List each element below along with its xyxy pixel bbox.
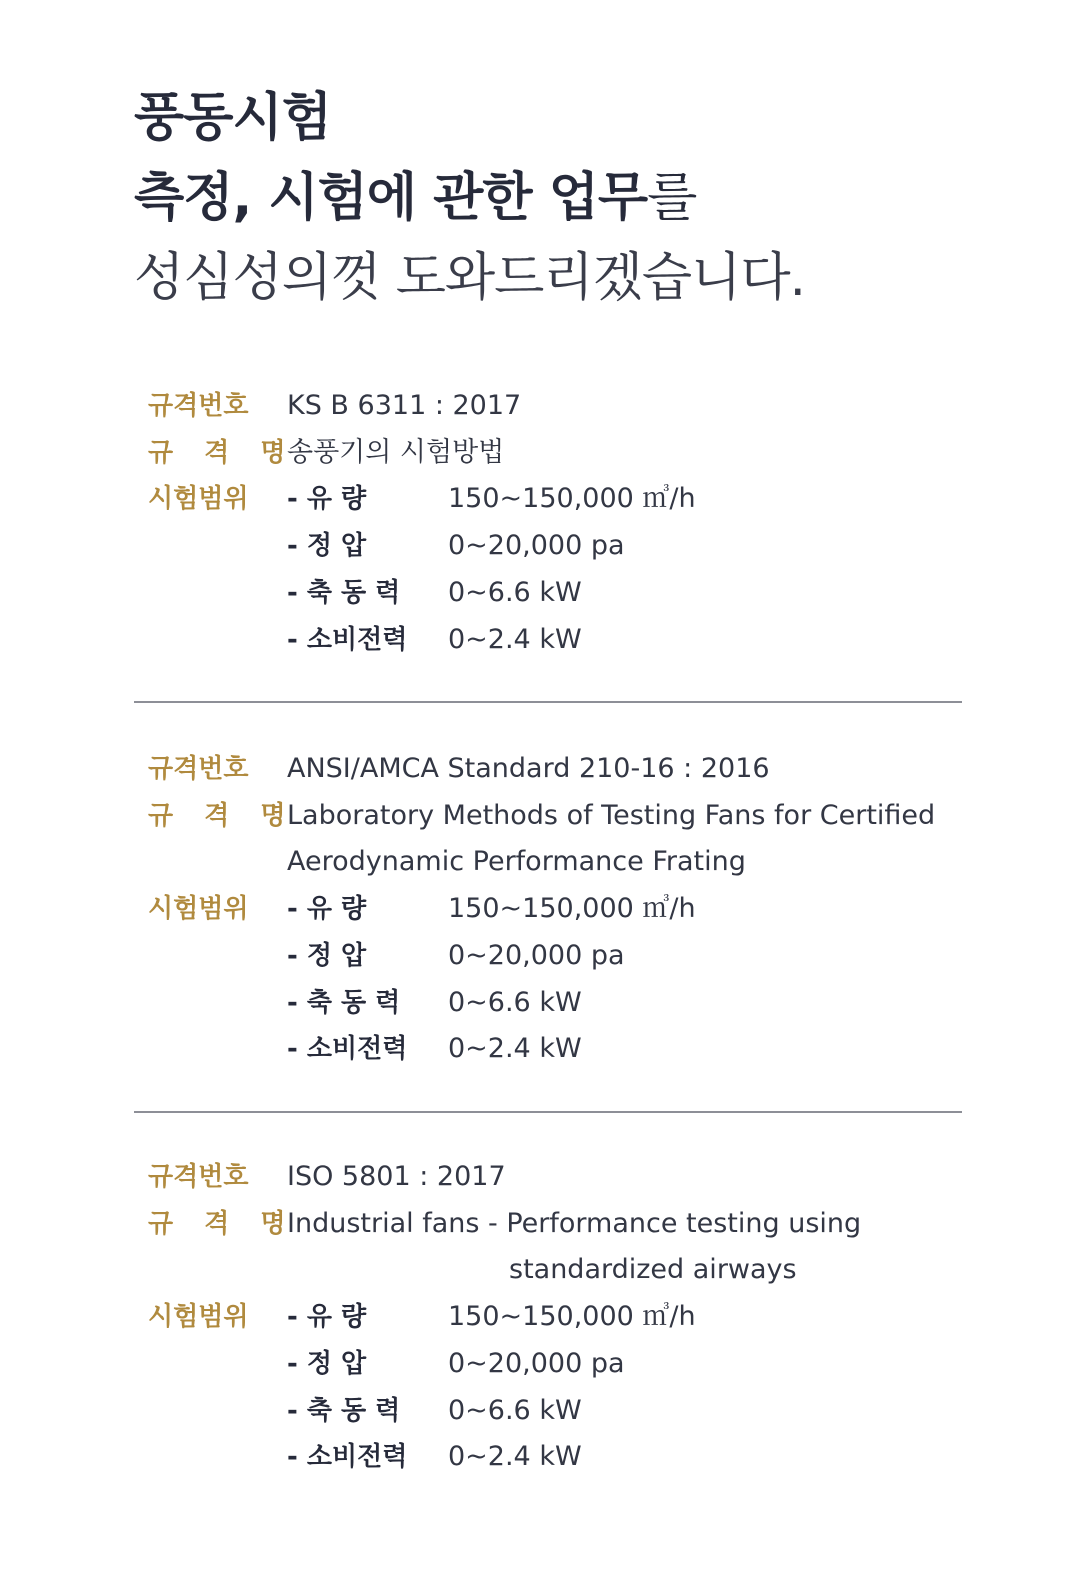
- range-pressure: [287, 1341, 696, 1388]
- test-range-label: 시험범위: [148, 484, 249, 515]
- heading-line-2: [134, 158, 805, 238]
- range-shaft-power: [287, 570, 696, 617]
- range-value-pressure: 0~20,000 pa: [448, 1347, 625, 1379]
- range-value-shaft-power: 0~6.6 kW: [448, 1394, 582, 1426]
- standard-name-label: 규 격 명: [148, 1208, 297, 1239]
- range-value-power-consumption: 0~2.4 kW: [448, 623, 582, 655]
- range-name-pressure: - 정 압: [287, 940, 367, 971]
- test-range-row: [148, 1294, 962, 1481]
- range-shaft-power: [287, 1388, 696, 1435]
- range-name-flow: - 유 량: [287, 484, 367, 515]
- range-value-flow: 150~150,000 ㎥/h: [448, 483, 696, 515]
- range-name-power-consumption: - 소비전력: [287, 1442, 408, 1473]
- range-name-shaft-power: - 축 동 력: [287, 987, 401, 1018]
- heading-line-1: 풍동시험: [134, 88, 331, 148]
- test-range-list: [287, 476, 696, 663]
- range-name-shaft-power: - 축 동 력: [287, 1395, 401, 1426]
- standard-number-label: 규격번호: [148, 1162, 249, 1192]
- test-range-row: [148, 476, 962, 663]
- standard-name-row: [148, 1201, 962, 1294]
- section-divider: [134, 701, 962, 703]
- standard-block-iso: [148, 1154, 962, 1481]
- test-range-label: 시험범위: [148, 894, 249, 925]
- range-value-power-consumption: 0~2.4 kW: [448, 1441, 582, 1473]
- range-pressure: [287, 523, 696, 570]
- range-value-shaft-power: 0~6.6 kW: [448, 576, 582, 608]
- test-range-list: [287, 886, 696, 1073]
- range-name-pressure: - 정 압: [287, 1348, 367, 1379]
- range-value-pressure: 0~20,000 pa: [448, 939, 625, 971]
- range-value-pressure: 0~20,000 pa: [448, 530, 625, 562]
- standard-number-value: KS B 6311 : 2017: [287, 390, 522, 421]
- range-name-flow: - 유 량: [287, 894, 367, 925]
- test-range-label: 시험범위: [148, 1302, 249, 1333]
- standard-number-value: ANSI/AMCA Standard 210-16 : 2016: [287, 753, 770, 784]
- standard-name-line-2: standardized airways: [509, 1254, 797, 1286]
- range-name-flow: - 유 량: [287, 1302, 367, 1333]
- standard-number-label: 규격번호: [148, 754, 249, 784]
- range-name-power-consumption: - 소비전력: [287, 624, 408, 655]
- standard-name-label: 규 격 명: [148, 800, 297, 831]
- test-range-list: [287, 1294, 696, 1481]
- range-power-consumption: [287, 1026, 696, 1073]
- heading-line-3: 성심성의껏 도와드리겠습니다.: [134, 248, 806, 308]
- range-value-shaft-power: 0~6.6 kW: [448, 986, 582, 1018]
- standard-number-row: [148, 1154, 962, 1201]
- range-power-consumption: [287, 1434, 696, 1481]
- range-flow: [287, 886, 696, 933]
- range-name-power-consumption: - 소비전력: [287, 1034, 408, 1065]
- standard-number-value: ISO 5801 : 2017: [287, 1161, 506, 1192]
- standard-name-line-2: Aerodynamic Performance Frating: [287, 846, 746, 878]
- standard-block-ks: [148, 383, 962, 663]
- range-name-shaft-power: - 축 동 력: [287, 577, 401, 608]
- range-power-consumption: [287, 617, 696, 664]
- standard-number-label: 규격번호: [148, 391, 249, 421]
- range-value-flow: 150~150,000 ㎥/h: [448, 1301, 696, 1333]
- range-shaft-power: [287, 980, 696, 1027]
- standard-number-row: [148, 383, 962, 430]
- standard-name-line-1: Laboratory Methods of Testing Fans for Certified: [287, 799, 936, 831]
- hero-heading: [134, 78, 805, 318]
- standard-name-value: [287, 1201, 861, 1294]
- heading-line-2-normal: 를: [647, 168, 697, 228]
- standard-name-line-1: Industrial fans - Performance testing using: [287, 1207, 862, 1239]
- range-value-flow: 150~150,000 ㎥/h: [448, 893, 696, 925]
- standard-name-row: [148, 430, 962, 477]
- test-range-row: [148, 886, 962, 1073]
- range-value-power-consumption: 0~2.4 kW: [448, 1033, 582, 1065]
- section-divider: [134, 1111, 962, 1113]
- standard-name-value: [287, 793, 935, 886]
- standard-block-ansi: [148, 746, 962, 1073]
- standard-name-row: [148, 793, 962, 886]
- range-name-pressure: - 정 압: [287, 531, 367, 562]
- range-flow: [287, 476, 696, 523]
- standard-name-label: 규 격 명: [148, 437, 297, 468]
- range-pressure: [287, 933, 696, 980]
- standard-name-value: 송풍기의 시험방법: [287, 436, 505, 468]
- heading-line-2-bold: 측정, 시험에 관한 업무: [134, 168, 648, 228]
- range-flow: [287, 1294, 696, 1341]
- standard-number-row: [148, 746, 962, 793]
